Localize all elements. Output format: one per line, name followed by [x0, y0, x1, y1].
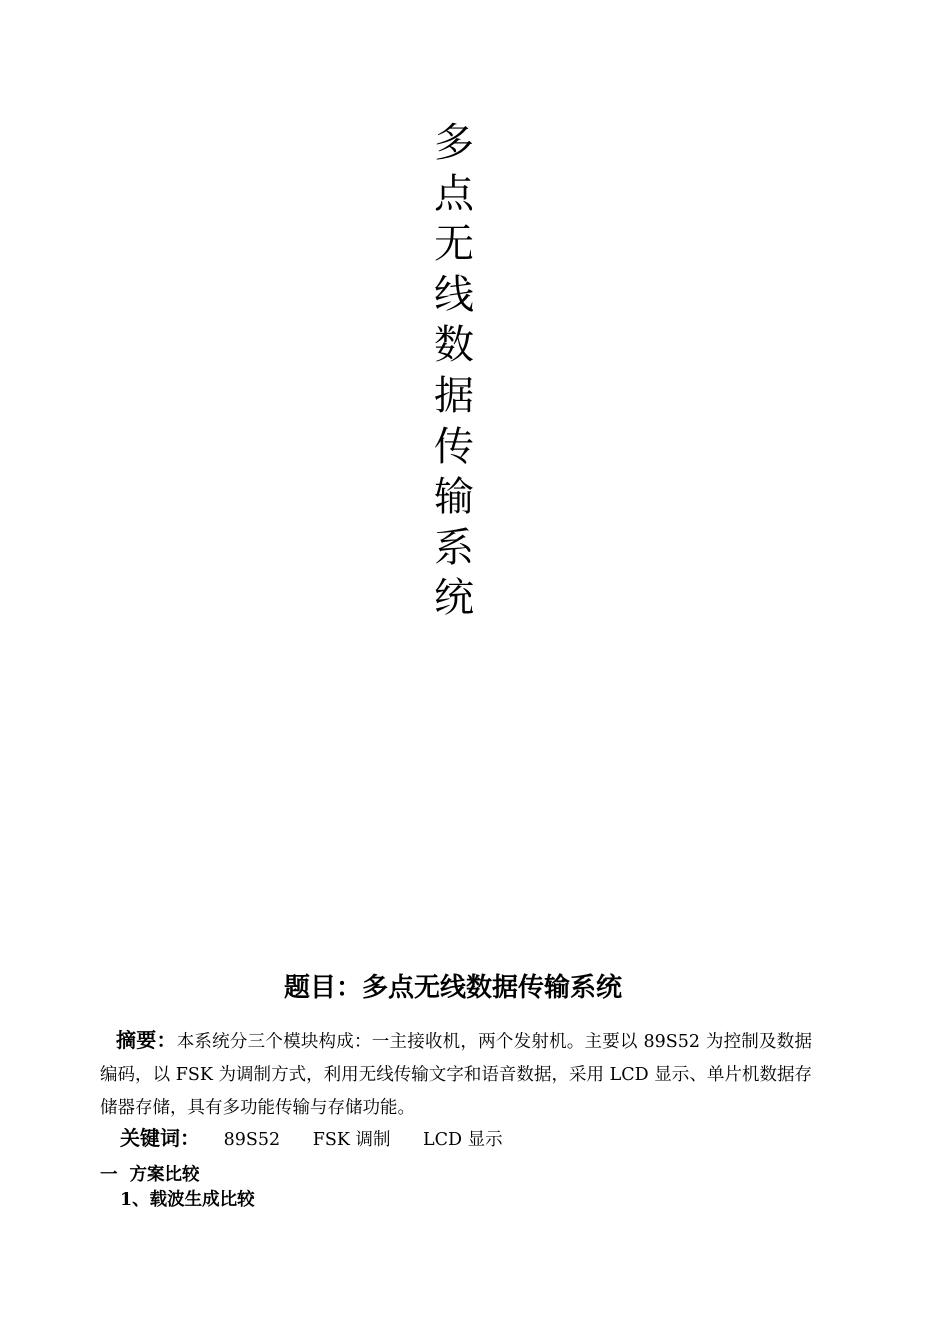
cover-title-char: 线	[434, 271, 474, 318]
abstract-text: 本系统分三个模块构成：一主接收机，两个发射机。主要以 89S52 为控制及数据编码，以 FSK 为调制方式，利用无线传输文字和语音数据，采用 LCD 显示、单片机数据存储器存储，具有多功能传输与存储功能。	[100, 1032, 812, 1118]
cover-title-char: 点	[434, 170, 474, 217]
keywords-label: 关键词：	[120, 1126, 200, 1150]
abstract-paragraph	[100, 1024, 812, 1125]
section-number: 一	[100, 1165, 118, 1185]
cover-title-char: 无	[434, 221, 474, 268]
abstract-label: 摘要：	[116, 1028, 177, 1052]
keyword-item: LCD 显示	[423, 1130, 503, 1150]
cover-title-char: 数	[434, 322, 474, 369]
section-title: 方案比较	[129, 1165, 200, 1185]
cover-title-char: 输	[434, 474, 474, 521]
cover-title-char: 系	[434, 524, 474, 571]
keywords-line	[120, 1123, 530, 1155]
cover-title-char: 据	[434, 372, 474, 419]
cover-vertical-title	[430, 118, 478, 624]
keyword-item: 89S52	[223, 1130, 281, 1150]
cover-title-char: 多	[434, 120, 474, 166]
cover-title-char: 传	[434, 423, 474, 470]
cover-title-char: 统	[434, 575, 474, 622]
keyword-item: FSK 调制	[312, 1130, 391, 1150]
document-heading: 题目：多点无线数据传输系统	[283, 973, 622, 1003]
subsection-heading: 1、载波生成比较	[120, 1190, 255, 1210]
section-heading	[100, 1162, 200, 1188]
